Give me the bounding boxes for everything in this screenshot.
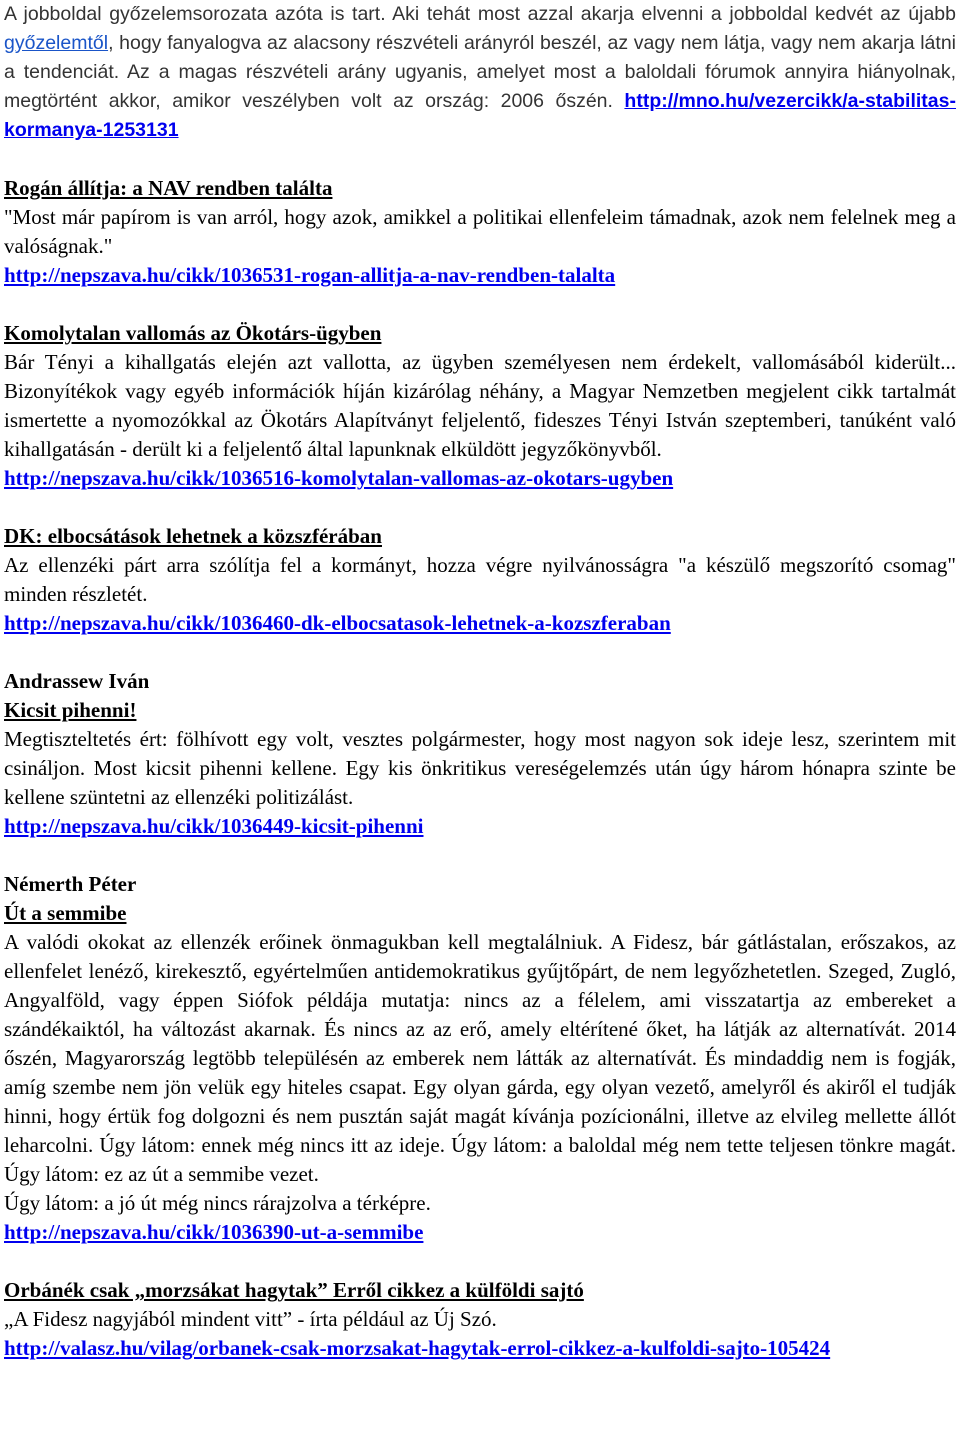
article-title[interactable]: DK: elbocsátások lehetnek a közszférában	[4, 524, 382, 548]
article-orbanek	[4, 1276, 956, 1363]
article-title[interactable]: Orbánék csak „morzsákat hagytak” Erről cikkez a külföldi sajtó	[4, 1278, 584, 1302]
article-url-link[interactable]: http://nepszava.hu/cikk/1036516-komolytalan-vallomas-az-okotars-ugyben	[4, 466, 674, 490]
article-body: "Most már papírom is van arról, hogy azok, amikkel a politikai ellenfeleim támadnak, azok nem felelnek meg a valóságnak."	[4, 205, 956, 258]
article-rogan	[4, 174, 956, 290]
article-title[interactable]: Út a semmibe	[4, 901, 127, 925]
article-title[interactable]: Kicsit pihenni!	[4, 698, 137, 722]
article-url-link[interactable]: http://valasz.hu/vilag/orbanek-csak-morzsakat-hagytak-errol-cikkez-a-kulfoldi-sajto-105424	[4, 1336, 831, 1360]
intro-text-cont: , hogy fanyalogva az alacsony részvételi arányról beszél, az vagy nem látja, vagy nem akarja látni a tendenciát. Az a magas részvételi arány ugyanis, amelyet most a baloldali fórumok annyira hiányolnak, megtörtént akkor, amikor veszélyben volt az ország: 2006 őszén.	[4, 32, 956, 112]
spacer	[4, 1247, 956, 1276]
article-body: A valódi okokat az ellenzék erőinek önmagukban kell megtalálniuk. A Fidesz, bár gátlástalan, erőszakos, az ellenfelet lenéző, kirekesztő, egyértelműen antidemokratikus gyűjtőpárt, de nem legyőzhetetlen. Szeged, Zugló, Angyalföld, vagy éppen Siófok példája mutatja: nincs az a félelem, ami visszatartja az embereket a szándékaiktól, ha változást akarnak. És nincs az az erő, amely eltérítené őket, ha látják az alternatívát. 2014 őszén, Magyarország legtöbb településén az emberek nem látták az alternatívát. És mindaddig nem is fogják, amíg szembe nem jön velük egy hiteles csapat. Egy olyan gárda, egy olyan vezető, amelyről és akiről el tudják hinni, hogy értük fog dolgozni és nem pusztán saját magát kívánja pozícionálni, illetve az elvileg mellette állót leharcolni. Úgy látom: ennek még nincs itt az ideje. Úgy látom: a baloldal még nem tette teljesen tönkre magát. Úgy látom: ez az út a semmibe vezet.	[4, 930, 956, 1186]
spacer	[4, 493, 956, 522]
spacer	[4, 841, 956, 870]
article-body: Bár Tényi a kihallgatás elején azt vallotta, az ügyben személyesen nem érdekelt, vallomásából kiderült... Bizonyítékok vagy egyéb információk híján kizárólag néhány, a Magyar Nemzetben megjelent cikk tartalmát ismertette a nyomozókkal az Ökotárs Alapítványt feljelentő, fideszes Tényi István szeptemberi, tanúként való kihallgatásán - derült ki a feljelentő által lapunknak elküldött jegyzőkönyvből.	[4, 350, 956, 461]
spacer	[4, 638, 956, 667]
article-dk	[4, 522, 956, 638]
spacer	[4, 290, 956, 319]
intro-paragraph	[4, 0, 956, 145]
intro-inline-link[interactable]: győzelemtől	[4, 32, 109, 54]
article-author: Némerth Péter	[4, 872, 137, 896]
article-body: „A Fidesz nagyjából mindent vitt” - írta például az Új Szó.	[4, 1307, 497, 1331]
article-title[interactable]: Rogán állítja: a NAV rendben találta	[4, 176, 333, 200]
article-body: Megtiszteltetés ért: fölhívott egy volt, vesztes polgármester, hogy most nagyon sok ideje lesz, szerintem mit csináljon. Most kicsit pihenni kellene. Egy kis önkritikus vereségelemzés után úgy három hónapra szinte be kellene szüntetni az ellenzéki politizálást.	[4, 727, 956, 809]
article-url-link[interactable]: http://nepszava.hu/cikk/1036531-rogan-allitja-a-nav-rendben-talalta	[4, 263, 616, 287]
article-ut-a-semmibe	[4, 870, 956, 1247]
article-url-link[interactable]: http://nepszava.hu/cikk/1036460-dk-elbocsatasok-lehetnek-a-kozszferaban	[4, 611, 671, 635]
article-title[interactable]: Komolytalan vallomás az Ökotárs-ügyben	[4, 321, 382, 345]
spacer	[4, 145, 956, 174]
article-okotars	[4, 319, 956, 493]
intro-text: A jobboldal győzelemsorozata azóta is tart. Aki tehát most azzal akarja elvenni a jobboldal kedvét az újabb	[4, 3, 956, 25]
article-author: Andrassew Iván	[4, 669, 150, 693]
article-url-link[interactable]: http://nepszava.hu/cikk/1036449-kicsit-pihenni	[4, 814, 424, 838]
article-body: Az ellenzéki párt arra szólítja fel a kormányt, hozza végre nyilvánosságra "a készülő megszorító csomag" minden részletét.	[4, 553, 956, 606]
intro-url-link[interactable]: http://mno.hu/vezercikk/a-stabilitas-kormanya-1253131	[4, 90, 956, 141]
article-kicsit-pihenni	[4, 667, 956, 841]
article-url-link[interactable]: http://nepszava.hu/cikk/1036390-ut-a-semmibe	[4, 1220, 424, 1244]
article-body-closing: Úgy látom: a jó út még nincs rárajzolva a térképre.	[4, 1191, 431, 1215]
